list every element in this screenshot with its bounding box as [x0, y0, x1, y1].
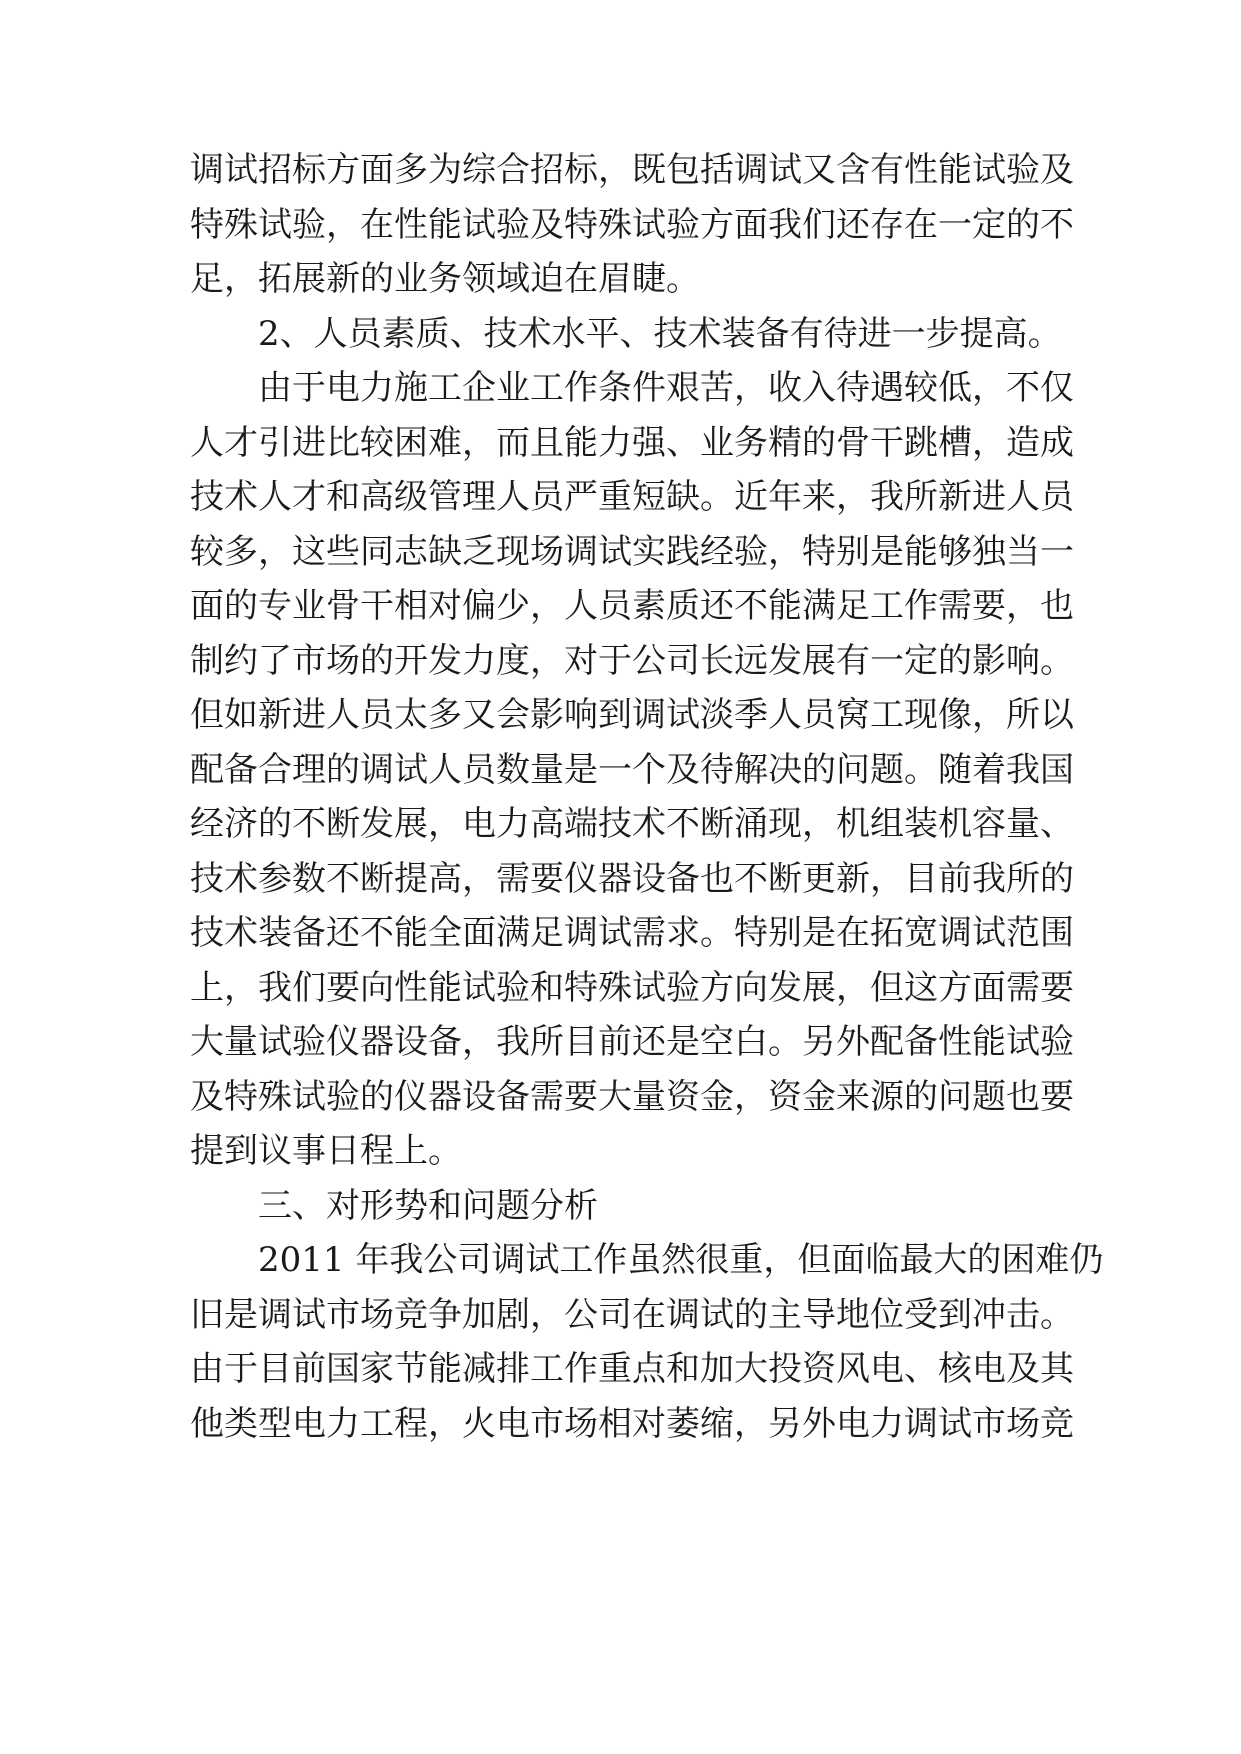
text-line: 他类型电力工程，火电市场相对萎缩，另外电力调试市场竞 — [190, 1404, 1074, 1444]
text-line: 三、对形势和问题分析 — [258, 1186, 598, 1226]
text-line: 由于目前国家节能减排工作重点和加大投资风电、核电及其 — [190, 1349, 1074, 1389]
text-line: 由于电力施工企业工作条件艰苦，收入待遇较低，不仅 — [258, 368, 1074, 408]
text-line: 2011 年我公司调试工作虽然很重，但面临最大的困难仍 — [258, 1240, 1104, 1280]
text-line: 大量试验仪器设备，我所目前还是空白。另外配备性能试验 — [190, 1022, 1074, 1062]
text-line: 特殊试验，在性能试验及特殊试验方面我们还存在一定的不 — [190, 205, 1074, 245]
text-line: 上，我们要向性能试验和特殊试验方向发展，但这方面需要 — [190, 968, 1074, 1008]
text-line: 技术参数不断提高，需要仪器设备也不断更新，目前我所的 — [190, 859, 1074, 899]
text-line: 足，拓展新的业务领域迫在眉睫。 — [190, 259, 700, 299]
text-line: 面的专业骨干相对偏少，人员素质还不能满足工作需要，也 — [190, 586, 1074, 626]
text-line: 人才引进比较困难，而且能力强、业务精的骨干跳槽，造成 — [190, 423, 1074, 463]
text-line: 旧是调试市场竞争加剧，公司在调试的主导地位受到冲击。 — [190, 1295, 1074, 1335]
text-line: 配备合理的调试人员数量是一个及待解决的问题。随着我国 — [190, 750, 1074, 790]
text-line: 及特殊试验的仪器设备需要大量资金，资金来源的问题也要 — [190, 1077, 1074, 1117]
text-line: 2、人员素质、技术水平、技术装备有待进一步提高。 — [258, 314, 1062, 354]
text-line: 调试招标方面多为综合招标，既包括调试又含有性能试验及 — [190, 150, 1074, 190]
text-line: 较多，这些同志缺乏现场调试实践经验，特别是能够独当一 — [190, 532, 1074, 572]
text-line: 经济的不断发展，电力高端技术不断涌现，机组装机容量、 — [190, 804, 1074, 844]
text-line: 技术人才和高级管理人员严重短缺。近年来，我所新进人员 — [190, 477, 1074, 517]
text-line: 技术装备还不能全面满足调试需求。特别是在拓宽调试范围 — [190, 913, 1074, 953]
text-line: 但如新进人员太多又会影响到调试淡季人员窝工现像，所以 — [190, 695, 1074, 735]
text-line: 提到议事日程上。 — [190, 1131, 462, 1171]
text-line: 制约了市场的开发力度，对于公司长远发展有一定的影响。 — [190, 641, 1074, 681]
